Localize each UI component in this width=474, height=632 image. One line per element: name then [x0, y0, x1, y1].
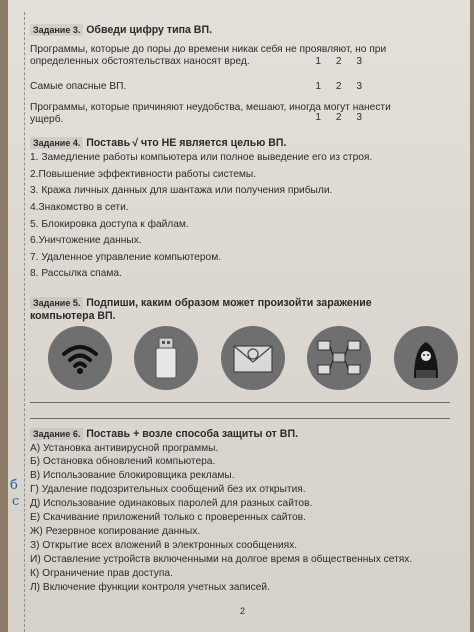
task6-label: Задание 6.	[30, 428, 83, 440]
task6-item[interactable]: Г) Удаление подозрительных сообщений без их открытия.	[30, 484, 306, 495]
task5-title-line1: Подпиши, каким образом может произойти заражение	[86, 297, 372, 309]
task6-item[interactable]: Ж) Резервное копирование данных.	[30, 526, 201, 537]
worksheet-page	[8, 0, 470, 632]
task6-item[interactable]: Л) Включение функции контроля учетных записей.	[30, 582, 270, 593]
task4-item[interactable]: 6.Уничтожение данных.	[30, 235, 142, 246]
task4-item[interactable]: 1. Замедление работы компьютера или полное выведение его из строя.	[30, 152, 373, 163]
task6-item[interactable]: В) Использование блокировщика рекламы.	[30, 470, 235, 481]
wifi-icon	[48, 326, 112, 390]
task4-title: Поставь √ что НЕ является целью ВП.	[86, 137, 287, 149]
task6-item[interactable]: З) Открытие всех вложений в электронных сообщениях.	[30, 540, 298, 551]
task3-item3-line2: ущерб.	[30, 114, 64, 125]
answer-line[interactable]	[30, 402, 450, 403]
task3-item3-numbers[interactable]: 1 2 3	[315, 112, 368, 123]
email-envelope-icon	[221, 326, 285, 390]
task6-title: Поставь + возле способа защиты от ВП.	[86, 428, 299, 440]
hacker-icon	[394, 326, 458, 390]
task3-item1-numbers[interactable]: 1 2 3	[315, 56, 368, 67]
task3-title: Обведи цифру типа ВП.	[86, 24, 213, 36]
task5-heading	[30, 297, 372, 310]
task6-heading	[30, 428, 298, 441]
page-number: 2	[240, 606, 246, 616]
task4-label: Задание 4.	[30, 137, 83, 149]
task4-item[interactable]: 5. Блокировка доступа к файлам.	[30, 219, 189, 230]
task3-item1-line1: Программы, которые до поры до времени никак себя не проявляют, но при	[30, 44, 387, 55]
task4-item[interactable]: 8. Рассылка спама.	[30, 268, 122, 279]
handwritten-margin-mark: б	[10, 478, 18, 493]
usb-drive-icon	[134, 326, 198, 390]
task3-item2: Самые опасные ВП.	[30, 81, 127, 92]
task3-item2-numbers[interactable]: 1 2 3	[315, 81, 368, 92]
task3-label: Задание 3.	[30, 24, 83, 36]
task6-item[interactable]: Д) Использование одинаковых паролей для разных сайтов.	[30, 498, 313, 509]
task6-item[interactable]: Е) Скачивание приложений только с проверенных сайтов.	[30, 512, 306, 523]
task4-heading	[30, 137, 286, 150]
infection-source-icons	[48, 326, 458, 390]
task3-item3-line1: Программы, которые причиняют неудобства, мешают, иногда могут нанести	[30, 102, 391, 113]
task3-heading	[30, 24, 212, 37]
handwritten-margin-mark: с	[12, 494, 20, 509]
task6-item[interactable]: Б) Остановка обновлений компьютера.	[30, 456, 216, 467]
task3-item1-line2: определенных обстоятельствах наносят вред.	[30, 56, 250, 67]
task5-label: Задание 5.	[30, 297, 83, 309]
task6-item[interactable]: И) Оставление устройств включенными на долгое время в общественных сетях.	[30, 554, 413, 565]
task6-item[interactable]: К) Ограничение прав доступа.	[30, 568, 173, 579]
task4-item[interactable]: 4.Знакомство в сети.	[30, 202, 129, 213]
task4-item[interactable]: 3. Кража личных данных для шантажа или получения прибыли.	[30, 185, 333, 196]
task5-title-line2: компьютера ВП.	[30, 310, 116, 322]
answer-line[interactable]	[30, 418, 450, 419]
task6-item[interactable]: А) Установка антивирусной программы.	[30, 443, 219, 454]
perforation-line	[24, 12, 25, 632]
task4-item[interactable]: 7. Удаленное управление компьютером.	[30, 252, 222, 263]
network-computers-icon	[307, 326, 371, 390]
task4-item[interactable]: 2.Повышение эффективности работы системы.	[30, 169, 257, 180]
